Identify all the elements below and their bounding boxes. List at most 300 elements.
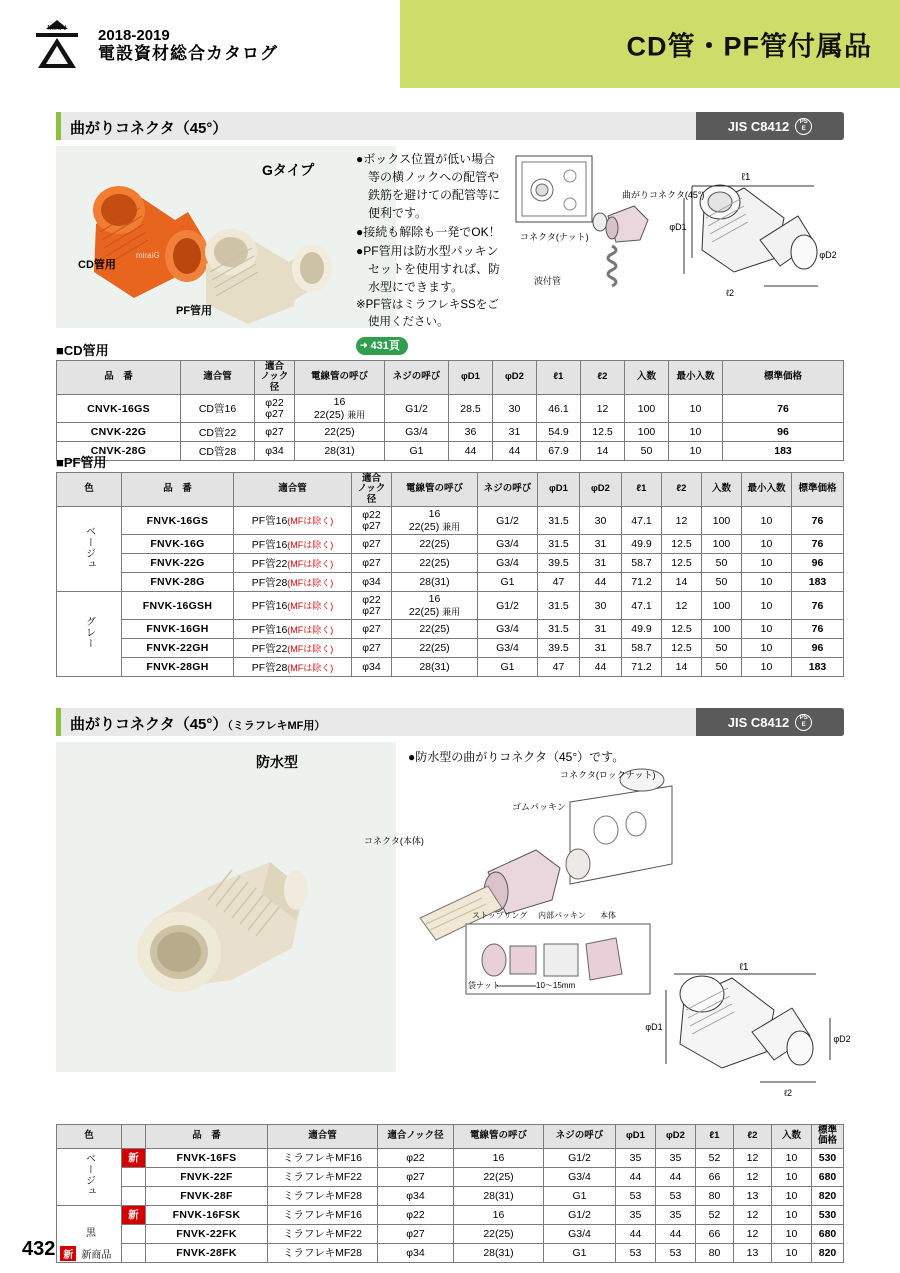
cell-l2: 12 — [662, 592, 702, 620]
section2-title — [70, 713, 325, 734]
cell-d1: 31.5 — [538, 592, 580, 620]
cell-price: 76 — [792, 507, 844, 535]
th-d1: φD1 — [538, 473, 580, 507]
th-pipe: 適合管 — [268, 1125, 378, 1149]
cell-d2: 30 — [580, 592, 622, 620]
cell-d2: 30 — [493, 395, 537, 423]
cell-minqty: 10 — [742, 620, 792, 639]
pf-spec-table — [56, 472, 844, 677]
section2-accent — [56, 708, 61, 736]
cell-thread: G1 — [385, 442, 449, 461]
cell-d1: 39.5 — [538, 554, 580, 573]
cell-d2: 31 — [580, 620, 622, 639]
cell-d2: 35 — [656, 1205, 696, 1224]
cd-table-header-row — [57, 361, 844, 395]
cell-l1: 80 — [696, 1186, 734, 1205]
svg-text:φD2: φD2 — [833, 1034, 850, 1044]
table-row — [57, 1167, 844, 1186]
th-price: 標準価格 — [812, 1125, 844, 1149]
section2-bullets — [408, 748, 788, 767]
cell-d2: 53 — [656, 1186, 696, 1205]
table-row — [57, 1224, 844, 1243]
th-thread: ネジの呼び — [478, 473, 538, 507]
cell-knock: φ22 — [378, 1148, 454, 1167]
section2-title-sub: （ミラフレキMF用） — [227, 720, 326, 732]
jis-code-2: JIS C8412 — [727, 714, 790, 730]
cell-d2: 44 — [493, 442, 537, 461]
cell-d1: 47 — [538, 573, 580, 592]
cell-price: 76 — [792, 620, 844, 639]
th-l2: ℓ2 — [734, 1125, 772, 1149]
cell-d1: 36 — [449, 423, 493, 442]
cell-minqty: 10 — [742, 554, 792, 573]
cell-pipe: ミラフレキMF22 — [268, 1167, 378, 1186]
cell-l2: 12 — [734, 1205, 772, 1224]
cell-color: グレー — [57, 592, 122, 677]
cell-thread: G1 — [478, 658, 538, 677]
cell-qty: 100 — [702, 507, 742, 535]
cell-minqty: 10 — [669, 442, 723, 461]
th-color: 色 — [57, 1125, 122, 1149]
mf-table-header-row — [57, 1125, 844, 1149]
cell-pipe: ミラフレキMF16 — [268, 1205, 378, 1224]
cell-knock: φ27 — [352, 620, 392, 639]
th-price: 標準価格 — [792, 473, 844, 507]
cell-l2: 12 — [734, 1167, 772, 1186]
cell-l1: 47.1 — [622, 592, 662, 620]
cell-product-name: FNVK-16GSH — [122, 592, 234, 620]
cell-knock: φ34 — [378, 1243, 454, 1262]
cell-cable: 28(31) — [392, 658, 478, 677]
cell-price: 680 — [812, 1167, 844, 1186]
table-row — [57, 554, 844, 573]
cell-product-name: FNVK-28G — [122, 573, 234, 592]
th-price: 標準価格 — [723, 361, 844, 395]
cell-product-name: FNVK-16G — [122, 535, 234, 554]
cell-pipe: PF管22(MFは除く) — [234, 639, 352, 658]
photo-caption-cd: CD管用 — [78, 259, 116, 271]
cell-d2: 31 — [580, 639, 622, 658]
diagram-label-connector: 曲がりコネクタ(45°) — [622, 190, 705, 200]
cell-l2: 13 — [734, 1243, 772, 1262]
cell-pipe: PF管16(MFは除く) — [234, 535, 352, 554]
table-row — [57, 620, 844, 639]
cell-minqty: 10 — [742, 535, 792, 554]
cell-l1: 66 — [696, 1224, 734, 1243]
cell-knock: φ34 — [255, 442, 295, 461]
table-row — [57, 395, 844, 423]
bullet-note: ※PF管はミラフレキSSをご使用ください。 — [356, 299, 499, 329]
diagram-label-stopring: ストップリング — [472, 911, 528, 920]
cell-cable: 22(25) — [392, 554, 478, 573]
cell-price: 76 — [792, 592, 844, 620]
pf-table-label: ■PF管用 — [56, 455, 107, 470]
cell-cable: 22(25) — [454, 1167, 544, 1186]
cell-product-name: CNVK-28G — [57, 442, 181, 461]
cell-minqty: 10 — [742, 639, 792, 658]
th-pipe: 適合管 — [181, 361, 255, 395]
th-d1: φD1 — [616, 1125, 656, 1149]
cell-product-name: FNVK-28GH — [122, 658, 234, 677]
cell-knock: φ27 — [378, 1224, 454, 1243]
th-knock: 適合 ノック径 — [255, 361, 295, 395]
cell-d2: 44 — [580, 573, 622, 592]
page-ref-link[interactable] — [356, 337, 408, 356]
new-badge: 新 — [60, 1246, 76, 1261]
cell-d1: 47 — [538, 658, 580, 677]
th-name: 品 番 — [146, 1125, 268, 1149]
diagram-label-nut: コネクタ(ナット) — [520, 232, 589, 242]
ps-mark-line2: E — [801, 126, 806, 132]
cell-knock: φ34 — [352, 658, 392, 677]
cell-l1: 67.9 — [537, 442, 581, 461]
cell-price: 530 — [812, 1205, 844, 1224]
section2-jis-badge — [696, 708, 844, 736]
cell-thread: G1/2 — [478, 592, 538, 620]
cell-l1: 66 — [696, 1167, 734, 1186]
cell-price: 820 — [812, 1186, 844, 1205]
cell-pipe: PF管28(MFは除く) — [234, 573, 352, 592]
new-badge-label: 新商品 — [81, 1250, 112, 1261]
cell-cable: 22(25) — [295, 423, 385, 442]
th-pipe: 適合管 — [234, 473, 352, 507]
table-row — [57, 639, 844, 658]
cell-minqty: 10 — [669, 395, 723, 423]
table-row — [57, 423, 844, 442]
cell-price: 820 — [812, 1243, 844, 1262]
table-row — [57, 1186, 844, 1205]
th-minqty: 最小入数 — [669, 361, 723, 395]
cell-d1: 44 — [449, 442, 493, 461]
diagram-label-rubber: ゴムパッキン — [512, 802, 566, 812]
cell-d2: 53 — [656, 1243, 696, 1262]
cell-l1: 47.1 — [622, 507, 662, 535]
cell-color: 黒 — [57, 1205, 122, 1262]
bullet-waterproof: ●防水型の曲がりコネクタ（45°）です。 — [408, 750, 625, 764]
th-name: 品 番 — [57, 361, 181, 395]
cell-qty: 10 — [772, 1167, 812, 1186]
ps-mark-line1: PS — [799, 119, 808, 125]
cell-thread: G1 — [544, 1186, 616, 1205]
cd-table-label: ■CD管用 — [56, 343, 109, 358]
th-knock: 適合ノック径 — [378, 1125, 454, 1149]
section1-title-bar — [56, 112, 844, 140]
mirai-logo-icon — [28, 16, 86, 74]
cell-cable: 22(25) — [392, 639, 478, 658]
cell-d1: 31.5 — [538, 620, 580, 639]
page-ref-label: 431頁 — [370, 339, 400, 352]
svg-text:ℓ1: ℓ1 — [741, 172, 751, 183]
svg-text:ℓ1: ℓ1 — [739, 962, 749, 973]
table-row — [57, 592, 844, 620]
arrow-right-icon: ➜ — [360, 340, 368, 350]
cell-cable: 28(31) — [392, 573, 478, 592]
cell-cable: 16 22(25) 兼用 — [295, 395, 385, 423]
th-d2: φD2 — [656, 1125, 696, 1149]
cell-thread: G3/4 — [478, 554, 538, 573]
cell-new-badge — [122, 1224, 146, 1243]
cell-l2: 12 — [734, 1148, 772, 1167]
cell-l2: 12.5 — [662, 620, 702, 639]
cell-l1: 71.2 — [622, 658, 662, 677]
th-cable: 電線管の呼び — [392, 473, 478, 507]
cell-qty: 10 — [772, 1243, 812, 1262]
table-row — [57, 442, 844, 461]
svg-text:φD1: φD1 — [645, 1022, 663, 1032]
cell-qty: 10 — [772, 1205, 812, 1224]
bullet-1: ●ボックス位置が低い場合等の横ノックへの配管や鉄筋を避けての配管等に便利です。 — [356, 152, 501, 220]
cell-pipe: ミラフレキMF28 — [268, 1186, 378, 1205]
cell-price: 96 — [723, 423, 844, 442]
cell-thread: G1 — [478, 573, 538, 592]
table-row — [57, 573, 844, 592]
cell-knock: φ27 — [255, 423, 295, 442]
cell-price: 530 — [812, 1148, 844, 1167]
cell-d1: 53 — [616, 1243, 656, 1262]
svg-text:φD2: φD2 — [819, 250, 837, 260]
table-row — [57, 1148, 844, 1167]
section2-title-bar — [56, 708, 844, 736]
th-d2: φD2 — [493, 361, 537, 395]
section2-product-photo — [56, 742, 396, 1072]
section1-product-photo — [56, 146, 396, 328]
svg-text:miraiG: miraiG — [136, 251, 160, 260]
cell-thread: G3/4 — [478, 620, 538, 639]
cell-pipe: PF管28(MFは除く) — [234, 658, 352, 677]
th-thread: ネジの呼び — [544, 1125, 616, 1149]
cell-qty: 50 — [702, 639, 742, 658]
cell-l1: 54.9 — [537, 423, 581, 442]
pf-table-header-row — [57, 473, 844, 507]
brand-logo — [28, 14, 388, 76]
cell-product-name: FNVK-22F — [146, 1167, 268, 1186]
cell-d2: 31 — [493, 423, 537, 442]
th-qty: 入数 — [702, 473, 742, 507]
cell-d1: 53 — [616, 1186, 656, 1205]
svg-text:φD1: φD1 — [669, 222, 687, 232]
cell-product-name: FNVK-16FS — [146, 1148, 268, 1167]
cell-l1: 71.2 — [622, 573, 662, 592]
cell-cable: 28(31) — [454, 1243, 544, 1262]
cell-qty: 100 — [625, 395, 669, 423]
cell-cable: 22(25) — [392, 535, 478, 554]
cell-pipe: CD管28 — [181, 442, 255, 461]
photo-caption-pf: PF管用 — [176, 305, 213, 317]
cell-d1: 28.5 — [449, 395, 493, 423]
cell-cable: 28(31) — [295, 442, 385, 461]
page-footer — [22, 1238, 111, 1261]
cell-new-badge — [122, 1243, 146, 1262]
cell-knock: φ22 φ27 — [352, 592, 392, 620]
cell-new-badge — [122, 1167, 146, 1186]
cell-l2: 13 — [734, 1186, 772, 1205]
th-minqty: 最小入数 — [742, 473, 792, 507]
cell-pipe: ミラフレキMF22 — [268, 1224, 378, 1243]
cell-pipe: CD管16 — [181, 395, 255, 423]
section2-dimension-drawing — [640, 960, 850, 1110]
cell-knock: φ22 φ27 — [255, 395, 295, 423]
cell-pipe: ミラフレキMF28 — [268, 1243, 378, 1262]
photo-caption-waterproof: 防水型 — [256, 754, 298, 770]
th-knock: 適合 ノック径 — [352, 473, 392, 507]
th-d1: φD1 — [449, 361, 493, 395]
cell-pipe: CD管22 — [181, 423, 255, 442]
cell-l1: 49.9 — [622, 620, 662, 639]
cell-l2: 12 — [662, 507, 702, 535]
svg-text:ℓ2: ℓ2 — [784, 1088, 792, 1098]
cell-knock: φ27 — [352, 535, 392, 554]
cell-d1: 39.5 — [538, 639, 580, 658]
section2-title-main: 曲がりコネクタ（45°） — [70, 716, 228, 733]
cell-l2: 12.5 — [662, 639, 702, 658]
cell-d2: 31 — [580, 535, 622, 554]
diagram-label-capnut: 袋ナット — [468, 981, 500, 990]
cell-d2: 30 — [580, 507, 622, 535]
cell-qty: 100 — [702, 592, 742, 620]
catalog-name: 電設資材総合カタログ — [98, 43, 278, 63]
cell-d1: 35 — [616, 1205, 656, 1224]
th-cable: 電線管の呼び — [454, 1125, 544, 1149]
cell-l1: 52 — [696, 1205, 734, 1224]
cell-cable: 28(31) — [454, 1186, 544, 1205]
cell-minqty: 10 — [742, 592, 792, 620]
cell-product-name: FNVK-28FK — [146, 1243, 268, 1262]
cell-qty: 10 — [772, 1224, 812, 1243]
cell-pipe: PF管16(MFは除く) — [234, 592, 352, 620]
cell-new-badge: 新 — [122, 1205, 146, 1224]
cell-thread: G3/4 — [544, 1167, 616, 1186]
cell-color: ベージュ — [57, 1148, 122, 1205]
th-thread: ネジの呼び — [385, 361, 449, 395]
cell-price: 96 — [792, 639, 844, 658]
th-color: 色 — [57, 473, 122, 507]
cell-product-name: FNVK-22FK — [146, 1224, 268, 1243]
bullet-3: ●PF管用は防水型パッキンセットを使用すれば、防水型にできます。 — [356, 244, 501, 294]
cell-qty: 100 — [702, 620, 742, 639]
cell-pipe: PF管16(MFは除く) — [234, 620, 352, 639]
cd-spec-table — [56, 360, 844, 461]
cell-cable: 16 22(25) 兼用 — [392, 507, 478, 535]
cell-l2: 12 — [734, 1224, 772, 1243]
section1-jis-badge — [696, 112, 844, 140]
cell-knock: φ22 — [378, 1205, 454, 1224]
cell-price: 76 — [723, 395, 844, 423]
cell-l2: 14 — [662, 658, 702, 677]
cell-l1: 49.9 — [622, 535, 662, 554]
cell-thread: G3/4 — [544, 1224, 616, 1243]
page-header — [0, 0, 900, 88]
cell-thread: G1/2 — [544, 1148, 616, 1167]
svg-text:ℓ2: ℓ2 — [726, 288, 734, 298]
ps-mark2-line2: E — [801, 722, 806, 728]
cell-thread: G1 — [544, 1243, 616, 1262]
cell-qty: 100 — [625, 423, 669, 442]
th-qty: 入数 — [772, 1125, 812, 1149]
cell-minqty: 10 — [742, 573, 792, 592]
cell-thread: G3/4 — [478, 639, 538, 658]
table-row — [57, 1243, 844, 1262]
th-l2: ℓ2 — [581, 361, 625, 395]
section1-title: 曲がりコネクタ（45°） — [70, 120, 228, 137]
cell-l1: 58.7 — [622, 639, 662, 658]
cell-price: 183 — [792, 658, 844, 677]
cell-qty: 50 — [702, 573, 742, 592]
cell-knock: φ22 φ27 — [352, 507, 392, 535]
cell-minqty: 10 — [742, 507, 792, 535]
cell-l2: 12.5 — [662, 554, 702, 573]
cell-minqty: 10 — [742, 658, 792, 677]
diagram-label-locknut: コネクタ(ロックナット) — [560, 770, 656, 780]
page-title: CD管・PF管付属品 — [626, 31, 872, 62]
diagram-label-mainbody: 本体 — [600, 911, 616, 920]
table-row — [57, 658, 844, 677]
th-l1: ℓ1 — [622, 473, 662, 507]
cell-l2: 12 — [581, 395, 625, 423]
cell-d2: 44 — [656, 1224, 696, 1243]
type-label: Gタイプ — [262, 162, 315, 178]
cell-product-name: CNVK-16GS — [57, 395, 181, 423]
cell-d1: 44 — [616, 1224, 656, 1243]
th-d2: φD2 — [580, 473, 622, 507]
th-l1: ℓ1 — [537, 361, 581, 395]
cell-pipe: PF管16(MFは除く) — [234, 507, 352, 535]
cell-d1: 44 — [616, 1167, 656, 1186]
diagram-label-body: コネクタ(本体) — [364, 836, 424, 846]
th-name: 品 番 — [122, 473, 234, 507]
cell-cable: 22(25) — [392, 620, 478, 639]
cell-knock: φ27 — [378, 1167, 454, 1186]
ps-mark-icon-2 — [795, 714, 812, 731]
diagram-label-corrugated: 波付管 — [534, 276, 562, 286]
table-row — [57, 535, 844, 554]
cell-price: 96 — [792, 554, 844, 573]
cell-price: 183 — [723, 442, 844, 461]
cell-cable: 22(25) — [454, 1224, 544, 1243]
cell-knock: φ34 — [352, 573, 392, 592]
cell-qty: 50 — [702, 658, 742, 677]
cell-l2: 14 — [581, 442, 625, 461]
cell-l1: 58.7 — [622, 554, 662, 573]
cell-product-name: FNVK-16GS — [122, 507, 234, 535]
cell-l1: 80 — [696, 1243, 734, 1262]
cell-cable: 16 — [454, 1148, 544, 1167]
cell-d2: 44 — [656, 1167, 696, 1186]
cell-price: 183 — [792, 573, 844, 592]
th-qty: 入数 — [625, 361, 669, 395]
ps-mark-icon-1 — [795, 118, 812, 135]
cell-price: 76 — [792, 535, 844, 554]
table-row — [57, 507, 844, 535]
cell-qty: 10 — [772, 1186, 812, 1205]
section1-technical-diagram — [508, 146, 844, 328]
cell-qty: 10 — [772, 1148, 812, 1167]
cell-d1: 31.5 — [538, 535, 580, 554]
cell-d1: 31.5 — [538, 507, 580, 535]
th-new — [122, 1125, 146, 1149]
cell-thread: G3/4 — [385, 423, 449, 442]
bullet-2: ●接続も解除も一発でOK！ — [356, 225, 501, 239]
cell-l2: 12.5 — [662, 535, 702, 554]
cell-pipe: PF管22(MFは除く) — [234, 554, 352, 573]
cell-d2: 31 — [580, 554, 622, 573]
cell-thread: G1/2 — [478, 507, 538, 535]
th-cable: 電線管の呼び — [295, 361, 385, 395]
cell-l2: 12.5 — [581, 423, 625, 442]
th-l2: ℓ2 — [662, 473, 702, 507]
cell-l2: 14 — [662, 573, 702, 592]
cell-d1: 35 — [616, 1148, 656, 1167]
cell-product-name: FNVK-22G — [122, 554, 234, 573]
